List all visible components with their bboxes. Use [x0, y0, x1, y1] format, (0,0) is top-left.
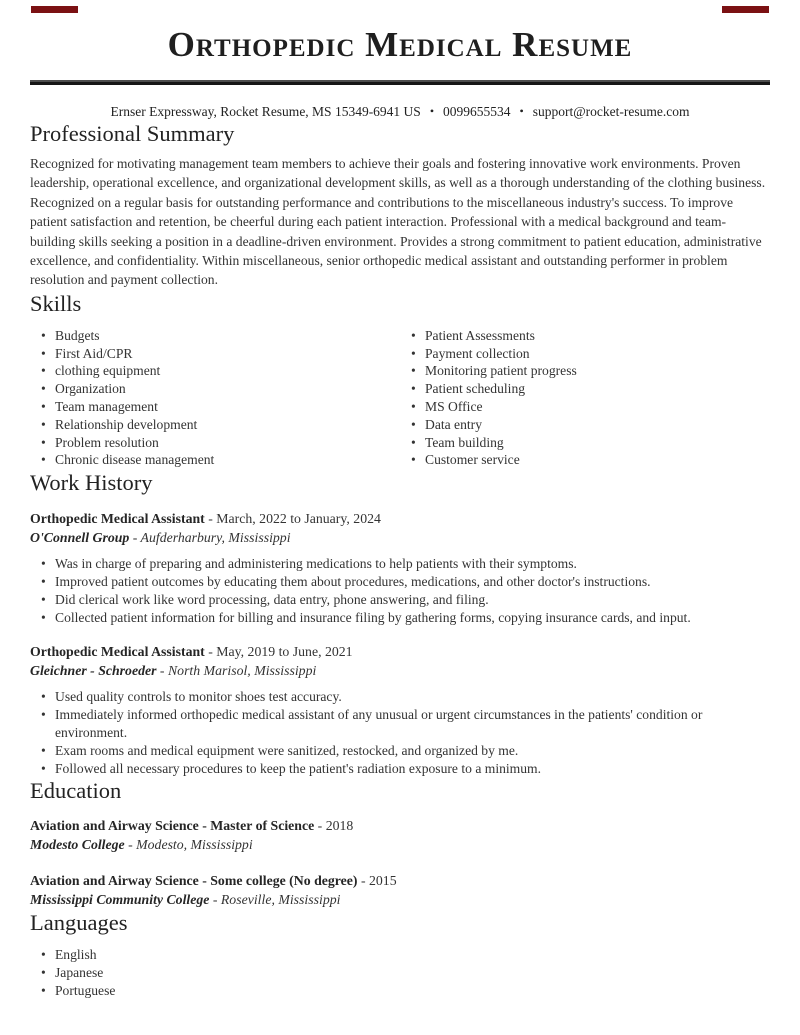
- language-item: • Japanese: [30, 964, 770, 982]
- contact-line: [30, 103, 770, 120]
- skill-item: • Budgets: [30, 327, 400, 345]
- education-year: - 2015: [357, 873, 397, 889]
- bullet-separator-icon: •: [429, 104, 435, 118]
- title-divider: [30, 80, 770, 85]
- job-company-line: [30, 528, 770, 547]
- education-heading: Education: [30, 778, 122, 804]
- job-duties-list: [30, 688, 770, 777]
- job-entry: [30, 509, 770, 626]
- job-title: Orthopedic Medical Assistant: [30, 511, 205, 527]
- job-title: Orthopedic Medical Assistant: [30, 644, 205, 660]
- summary-heading: Professional Summary: [30, 121, 235, 146]
- contact-email: support@rocket-resume.com: [532, 104, 690, 119]
- education-school: Modesto College: [30, 837, 125, 853]
- job-duty: • Followed all necessary procedures to keep the patient's radiation exposure to a minimum.: [30, 760, 770, 778]
- education-degree-line: [30, 816, 770, 835]
- skill-item: • First Aid/CPR: [30, 345, 400, 363]
- skills-list-left: [30, 327, 400, 469]
- languages-list: [30, 946, 770, 999]
- skill-item: • Patient Assessments: [400, 327, 770, 345]
- skill-item: • Organization: [30, 380, 400, 398]
- job-duties-list: [30, 555, 770, 626]
- language-item: • Portuguese: [30, 982, 770, 1000]
- bullet-separator-icon: •: [519, 104, 524, 118]
- job-duty: • Used quality controls to monitor shoes test accuracy.: [30, 688, 770, 706]
- top-left-accent-bar: [31, 6, 78, 13]
- language-item: • English: [30, 946, 770, 964]
- job-duty: • Collected patient information for billing and insurance filing by gathering forms, copying insurance cards, and input.: [30, 609, 770, 627]
- languages-heading: Languages: [30, 910, 128, 936]
- education-degree: Aviation and Airway Science - Some college (No degree): [30, 873, 358, 889]
- job-dates: - March, 2022 to January, 2024: [204, 511, 381, 527]
- job-location: - North Marisol, Mississippi: [156, 663, 317, 679]
- job-duty: • Immediately informed orthopedic medical assistant of any unusual or urgent circumstances in the patients' condition or environment.: [30, 706, 770, 742]
- skill-item: • Customer service: [400, 451, 770, 469]
- skill-item: • clothing equipment: [30, 362, 400, 380]
- job-company: O'Connell Group: [30, 530, 130, 546]
- skill-item: • Chronic disease management: [30, 451, 400, 469]
- contact-phone: 0099655534: [443, 104, 511, 119]
- skill-item: • Relationship development: [30, 416, 400, 434]
- skill-item: • Payment collection: [400, 345, 770, 363]
- job-duty: • Did clerical work like word processing, data entry, phone answering, and filing.: [30, 591, 770, 609]
- contact-address: Ernser Expressway, Rocket Resume, MS 15349-6941 US: [110, 104, 421, 119]
- skill-item: • Team building: [400, 434, 770, 452]
- page-title: Orthopedic Medical Resume: [167, 25, 633, 64]
- education-school-line: [30, 835, 770, 854]
- summary-text: Recognized for motivating management team members to achieve their goals and fostering innovative work environments. Proven leadership, operational excellence, and organizational development skills, as well as a thorough understanding of the clothing business. Recognized on a regular basis for outstanding performance and contributions to the miscellaneous industry's success. To improve patient satisfaction and retention, be cheerful during each patient interaction. Professional with a medical background and team-building skills seeking a position in a deadline-driven environment. Provides a strong commitment to patient education, administrative excellence, and confidentiality. Within miscellaneous, senior orthopedic medical assistant and outstanding performer in problem resolution and payment collection.: [30, 156, 766, 288]
- job-duty: • Exam rooms and medical equipment were sanitized, restocked, and organized by me.: [30, 742, 770, 760]
- job-title-line: [30, 509, 770, 528]
- skill-item: • Problem resolution: [30, 434, 400, 452]
- skill-item: • Data entry: [400, 416, 770, 434]
- top-right-accent-bar: [722, 6, 769, 13]
- education-year: - 2018: [314, 818, 354, 834]
- skill-item: • MS Office: [400, 398, 770, 416]
- job-title-line: [30, 642, 770, 661]
- education-location: - Roseville, Mississippi: [209, 892, 341, 908]
- skills-heading: Skills: [30, 290, 82, 316]
- work-history-heading: Work History: [30, 470, 153, 496]
- job-duty: • Improved patient outcomes by educating them about procedures, medications, and other doctor's instructions.: [30, 573, 770, 591]
- job-entry: [30, 642, 770, 777]
- job-company: Gleichner - Schroeder: [30, 663, 157, 679]
- job-company-line: [30, 661, 770, 680]
- education-entry: [30, 816, 770, 854]
- skills-columns: [30, 317, 770, 469]
- skill-item: • Patient scheduling: [400, 380, 770, 398]
- job-location: - Aufderharbury, Mississippi: [129, 530, 291, 546]
- skills-list-right: [400, 327, 770, 469]
- education-location: - Modesto, Mississippi: [124, 837, 253, 853]
- education-degree: Aviation and Airway Science - Master of Science: [30, 818, 315, 834]
- skill-item: • Monitoring patient progress: [400, 362, 770, 380]
- job-dates: - May, 2019 to June, 2021: [204, 644, 353, 660]
- education-entry: [30, 871, 770, 909]
- skill-item: • Team management: [30, 398, 400, 416]
- education-school: Mississippi Community College: [30, 892, 210, 908]
- education-degree-line: [30, 871, 770, 890]
- education-school-line: [30, 890, 770, 909]
- job-duty: • Was in charge of preparing and administering medications to help patients with their symptoms.: [30, 555, 770, 573]
